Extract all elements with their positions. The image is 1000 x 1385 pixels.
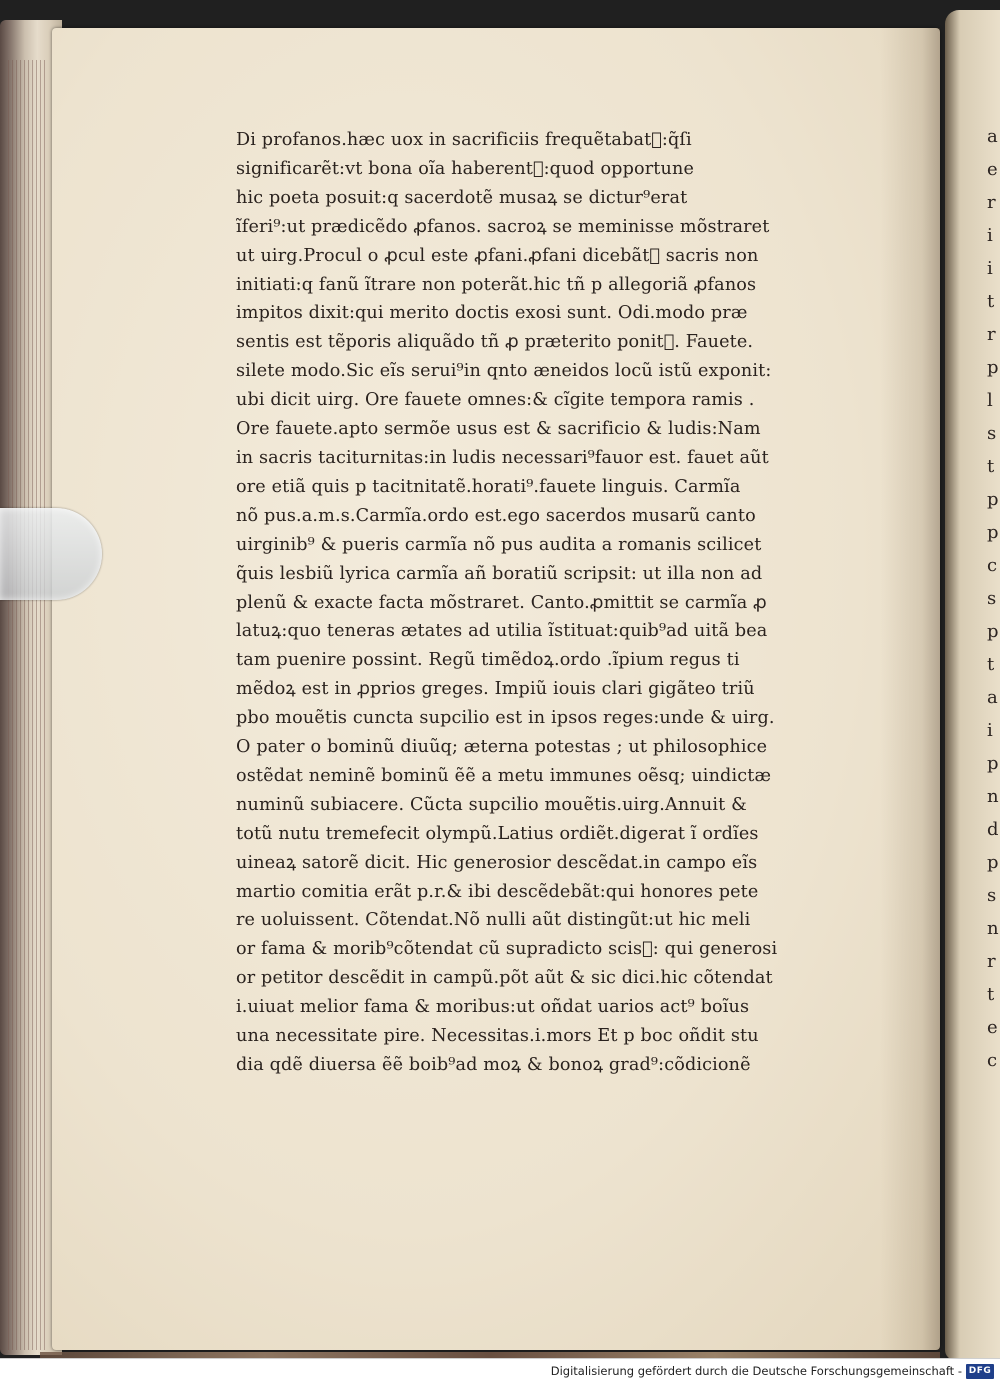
text-line: hic poeta posuit:q sacerdotẽ musaꝝ se dictur⁹erat	[236, 187, 688, 208]
right-page-letter: l	[987, 390, 993, 411]
right-page-letter: p	[987, 852, 999, 873]
funding-credit: Digitalisierung gefördert durch die Deutsche Forschungsgemeinschaft -	[550, 1364, 962, 1378]
text-line: O pater o bominũ diuũq; æterna potestas ; ut philosophice	[236, 737, 768, 758]
text-line: Di profanos.hæc uox in sacrificiis frequẽtabatᷣ:q̃ſi	[236, 130, 692, 150]
printed-text-block	[236, 126, 826, 1080]
text-line: silete modo.Sic eĩs serui⁹in qnto æneidos locũ istũ exponit:	[236, 361, 772, 382]
text-line: re uoluissent. Cõtendat.Nõ nulli aũt distingũt:ut hic meli	[236, 910, 751, 931]
right-page-letter: r	[987, 324, 996, 345]
right-page-letter: t	[987, 291, 995, 312]
right-page-letter: p	[987, 489, 999, 510]
text-line: ĩferi⁹:ut prædicẽdo ꝓfanos. sacroꝝ se meminisse mõstraret	[236, 216, 770, 237]
text-line: uirginib⁹ & pueris carmĩa nõ pus audita a romanis scilicet	[236, 534, 762, 555]
text-line: or petitor descẽdit in campũ.põt aũt & sic dici.hic cõtendat	[236, 968, 773, 989]
text-line: initiati:q fanũ ĩtrare non poterãt.hic tñ p allegoriã ꝓfanos	[236, 274, 757, 295]
right-page-letter: p	[987, 357, 999, 378]
right-page-letter: n	[987, 918, 999, 939]
text-line: latuꝝ:quo teneras ætates ad utilia ĩstituat:quib⁹ad uitã bea	[236, 621, 768, 642]
right-page-letter: e	[987, 159, 998, 180]
text-line: q̃uis lesbiũ lyrica carmĩa añ boratiũ scripsit: ut illa non ad	[236, 563, 763, 584]
text-line: dia qdẽ diuersa ẽẽ boib⁹ad moꝝ & bonoꝝ grad⁹:cõdicionẽ	[236, 1055, 751, 1075]
right-page-letter: r	[987, 951, 996, 972]
right-page-letter: a	[987, 687, 998, 708]
footer-bar	[0, 1358, 1000, 1385]
text-line: pbo mouẽtis cuncta supcilio est in ipsos reges:unde & uirg.	[236, 708, 775, 729]
text-line: nõ pus.a.m.s.Carmĩa.ordo est.ego sacerdos musarũ canto	[236, 505, 756, 526]
text-line: numinũ subiacere. Cũcta supcilio mouẽtis.uirg.Annuit &	[236, 794, 747, 815]
right-page-letter: p	[987, 522, 999, 543]
right-page-letter: c	[987, 1050, 998, 1071]
page-edge-lines	[8, 60, 48, 1350]
right-page-letter: t	[987, 456, 995, 477]
right-page-letter: s	[987, 588, 997, 609]
right-page-letter: c	[987, 555, 998, 576]
right-page-letter: d	[987, 819, 999, 840]
right-page-letter: i	[987, 258, 993, 279]
right-page-letter: p	[987, 621, 999, 642]
text-line: Ore fauete.apto sermõe usus est & sacrificio & ludis:Nam	[236, 419, 761, 440]
text-line: in sacris taciturnitas:in ludis necessari⁹fauor est. fauet aũt	[236, 447, 769, 468]
text-line: ostẽdat neminẽ bominũ ẽẽ a metu immunes oẽsq; uindictæ	[236, 765, 772, 786]
text-line: ut uirg.Procul o ꝓcul este ꝓfani.ꝓfani dicebãtᷣ sacris non	[236, 245, 759, 266]
text-line: totũ nutu tremefecit olympũ.Latius ordiẽt.digerat ĩ ordĩes	[236, 823, 759, 844]
text-line: sentis est tẽporis aliquãdo tñ ꝓ præterito ponitᷣ. Fauete.	[236, 332, 754, 353]
text-line: ore etiã quis p tacitnitatẽ.horati⁹.fauete linguis. Carmĩa	[236, 476, 741, 497]
right-page-letter: s	[987, 423, 997, 444]
text-line: tam puenire possint. Regũ timẽdoꝝ.ordo .ĩpium regus ti	[236, 650, 740, 671]
text-line: ubi dicit uirg. Ore fauete omnes:& cĩgite tempora ramis .	[236, 390, 755, 411]
text-line: martio comitia erãt p.r.& ibi descẽdebãt:qui honores pete	[236, 881, 759, 902]
text-line: significarẽt:vt bona oĩa haberentᷣ:quod opportune	[236, 158, 695, 179]
right-page-letter: a	[987, 126, 998, 147]
right-page-letter: i	[987, 225, 993, 246]
page-clip	[0, 508, 102, 600]
right-page-letter: n	[987, 786, 999, 807]
text-line: plenũ & exacte facta mõstraret. Canto.ꝓmittit se carmĩa ꝓ	[236, 592, 767, 613]
right-page-letter: i	[987, 720, 993, 741]
text-line: mẽdoꝝ est in ꝓprios greges. Impiũ iouis clari gigãteo triũ	[236, 679, 755, 700]
dfg-logo: DFG	[966, 1364, 994, 1379]
right-page-letter: e	[987, 1017, 998, 1038]
right-page-letter: r	[987, 192, 996, 213]
right-page-letter: t	[987, 654, 995, 675]
text-line: uineaꝝ satorẽ dicit. Hic generosior descẽdat.in campo eĩs	[236, 852, 758, 873]
text-line: impitos dixit:qui merito doctis exosi sunt. Odi.modo præ	[236, 303, 748, 324]
text-line: una necessitate pire. Necessitas.i.mors Et p boc oñdit stu	[236, 1026, 759, 1047]
right-page-letter: p	[987, 753, 999, 774]
page-gutter-shadow	[880, 28, 940, 1350]
text-line: or fama & morib⁹cõtendat cũ supradicto scisᷣ: qui generosi	[236, 939, 778, 960]
right-page-letter: t	[987, 984, 995, 1005]
right-page-letter: s	[987, 885, 997, 906]
text-line: i.uiuat melior fama & moribus:ut oñdat uarios act⁹ boĩus	[236, 997, 750, 1018]
right-page-letters	[987, 120, 1000, 1077]
